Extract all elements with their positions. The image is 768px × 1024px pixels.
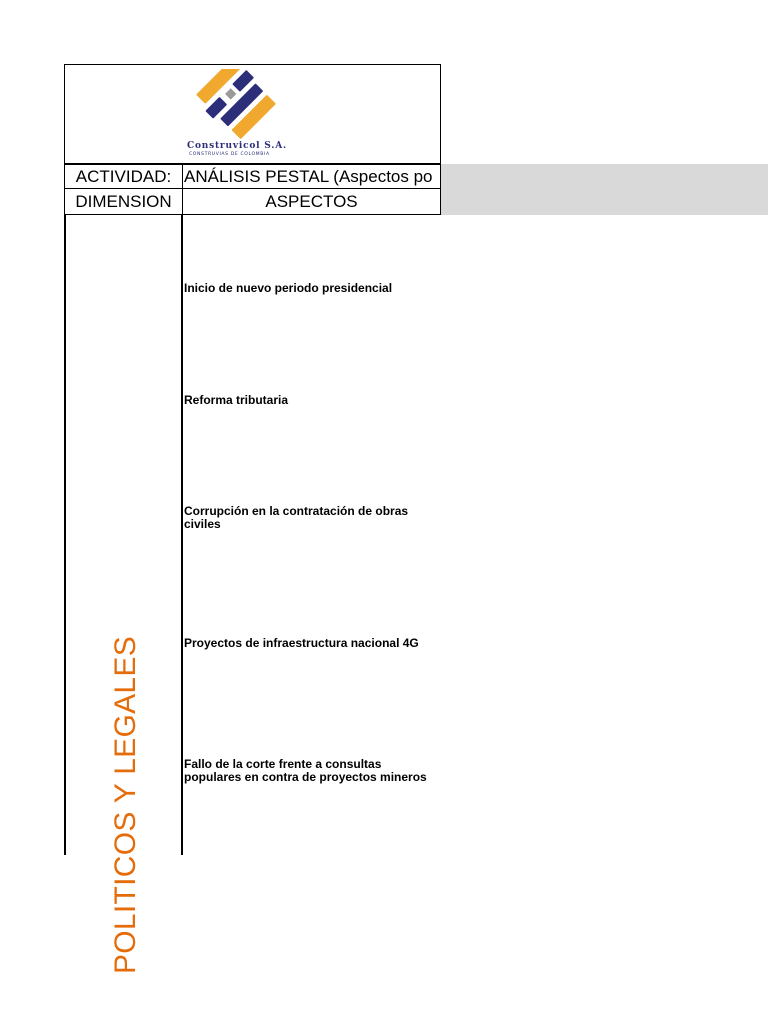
dimension-column (64, 215, 183, 975)
activity-label: ACTIVIDAD: (75, 167, 172, 186)
activity-title: ANÁLISIS PESTAL (Aspectos po (184, 167, 433, 186)
aspect-item: Proyectos de infraestructura nacional 4G (184, 636, 419, 650)
aspects-header: ASPECTOS (265, 192, 358, 211)
activity-label-cell (64, 164, 183, 189)
aspect-item: Fallo de la corte frente a consultas populares en contra de proyectos mineros (184, 757, 427, 784)
aspect-item: Corrupción en la contratación de obras civiles (184, 504, 409, 531)
dimension-label: POLITICOS Y LEGALES (109, 635, 142, 975)
dimension-header-cell (64, 188, 183, 215)
logo-box (64, 64, 441, 164)
company-name: Construvicol S.A. (187, 141, 287, 151)
aspect-item: Inicio de nuevo periodo presidencial (184, 281, 393, 295)
dimension-header: DIMENSION (75, 192, 172, 211)
activity-title-cell (182, 164, 441, 189)
company-logo-icon (185, 69, 295, 141)
aspect-item: Reforma tributaria (184, 393, 289, 407)
aspects-header-cell (182, 188, 441, 215)
company-tagline: CONSTRUVIAS DE COLOMBIA (189, 152, 270, 157)
header-band (441, 164, 768, 215)
